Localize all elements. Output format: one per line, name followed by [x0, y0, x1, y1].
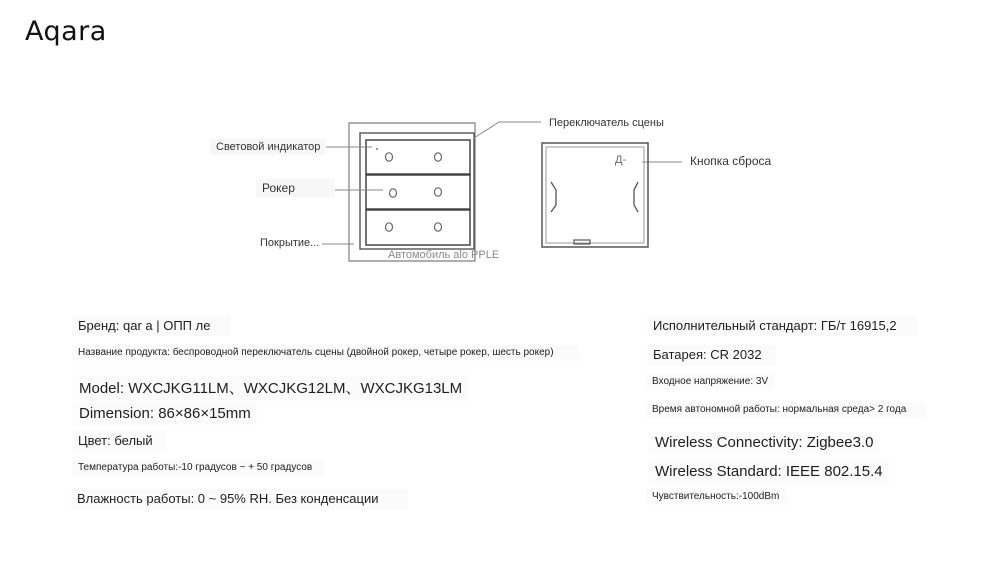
callout-scene-switch: Переключатель сцены — [549, 117, 664, 129]
reset-glyph: Д- — [615, 154, 627, 166]
back-outer — [542, 143, 648, 247]
back-clips — [551, 182, 638, 212]
spec-model: Model: WXCJKG11LM、WXCJKG12LM、WXCJKG13LM — [73, 375, 468, 401]
callout-cover: Покрытие... — [260, 237, 320, 249]
watermark-text: Автомобиль alo PPLE — [388, 249, 500, 261]
back-inner — [546, 147, 644, 243]
spec-brand: Бренд: qar a | ОПП ле — [72, 316, 230, 336]
callout-rocker: Рокер — [256, 179, 335, 197]
rocker-row-2 — [366, 175, 470, 209]
spec-dimension: Dimension: 86×86×15mm — [73, 403, 257, 425]
rocker-row-3 — [366, 210, 470, 245]
callout-indicator: Световой индикатор — [210, 139, 326, 155]
spec-operating-temp: Температура работы:-10 градусов ~ + 50 градусов — [72, 460, 324, 476]
spec-humidity: Влажность работы: 0 ~ 95% RH. Без конденсации — [71, 489, 408, 509]
spec-wireless-connectivity: Wireless Connectivity: Zigbee3.0 — [649, 432, 879, 454]
aqara-logo: Aqara — [25, 16, 107, 47]
spec-battery: Батарея: CR 2032 — [647, 345, 776, 365]
spec-product-name: Название продукта: беспроводной переключатель сцены (двойной рокер, четыре рокер, шесть рокер) — [72, 345, 579, 361]
spec-color: Цвет: белый — [72, 431, 165, 451]
callout-reset-button: Кнопка сброса — [690, 154, 772, 168]
spec-battery-life: Время автономной работы: нормальная среда> 2 года — [646, 402, 926, 418]
spec-standard: Исполнительный стандарт: ГБ/т 16915,2 — [647, 316, 917, 336]
spec-wireless-standard: Wireless Standard: IEEE 802.15.4 — [649, 461, 889, 483]
spec-input-voltage: Входное напряжение: 3V — [646, 374, 774, 390]
rocker-row-1 — [366, 140, 470, 174]
spec-sensitivity: Чувствительность:-100dBm — [646, 489, 787, 505]
light-indicator-dot — [376, 148, 378, 150]
